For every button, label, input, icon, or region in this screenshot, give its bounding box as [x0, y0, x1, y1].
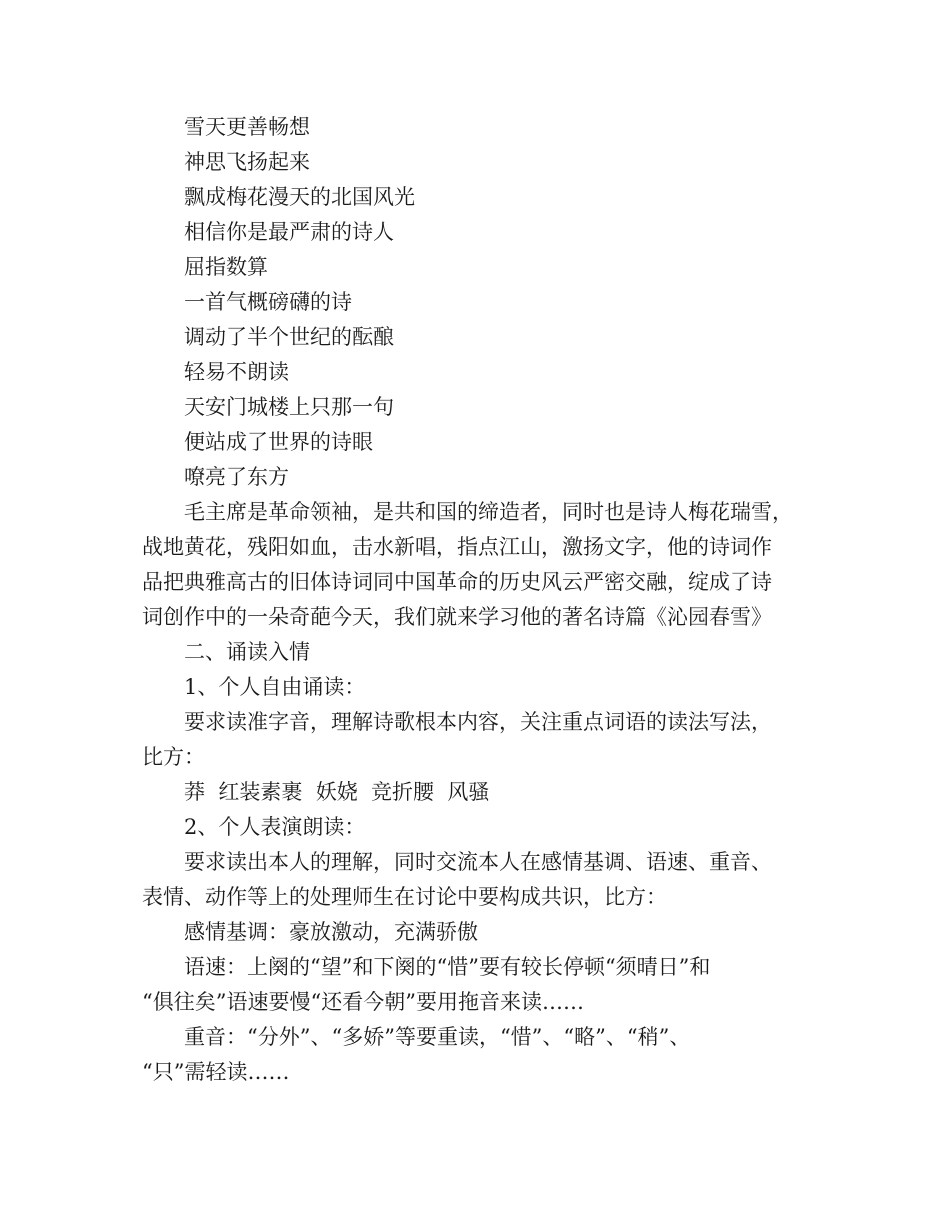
section-two: [142, 635, 832, 1090]
speed-line: 语速：上阕的“望”和下阕的“惜”要有较长停顿“须晴日”和: [184, 955, 711, 979]
poem-line: 天安门城楼上只那一句: [184, 395, 394, 419]
document-body: [142, 110, 832, 1090]
intro-paragraph: [142, 495, 832, 635]
paragraph-line: 品把典雅高古的旧体诗词同中国革命的历史风云严密交融，绽成了诗: [142, 570, 772, 594]
poem-line: 轻易不朗读: [184, 360, 289, 384]
section-heading: 二、诵读入情: [184, 640, 310, 664]
poem-line: 一首气概磅礴的诗: [184, 290, 352, 314]
requirement-line: 表情、动作等上的处理师生在讨论中要构成共识，比方：: [142, 885, 667, 909]
poem-line: 嘹亮了东方: [184, 465, 289, 489]
item-heading: 2、个人表演朗读：: [184, 815, 366, 839]
speed-line: “俱往矣”语速要慢“还看今朝”要用拖音来读……: [142, 990, 584, 1014]
poem-line: 相信你是最严肃的诗人: [184, 220, 394, 244]
poem-line: 便站成了世界的诗眼: [184, 430, 373, 454]
vocabulary-words: 莽 红装素裹 妖娆 竞折腰 风骚: [184, 780, 490, 804]
stress-line: “只”需轻读……: [142, 1060, 290, 1084]
poem-line: 神思飞扬起来: [184, 150, 310, 174]
requirement-line: 要求读准字音，理解诗歌根本内容，关注重点词语的读法写法，: [184, 710, 772, 734]
poem-line: 调动了半个世纪的酝酿: [184, 325, 394, 349]
paragraph-line: 词创作中的一朵奇葩今天，我们就来学习他的著名诗篇《沁园春雪》: [142, 605, 772, 629]
poem-line: 雪天更善畅想: [184, 115, 310, 139]
stress-line: 重音：“分外”、“多娇”等要重读，“惜”、“略”、“稍”、: [184, 1025, 691, 1049]
requirement-line: 要求读出本人的理解，同时交流本人在感情基调、语速、重音、: [184, 850, 772, 874]
poem-line: 飘成梅花漫天的北国风光: [184, 185, 415, 209]
poem: [142, 110, 832, 495]
requirement-line: 比方：: [142, 745, 205, 769]
paragraph-line: 战地黄花，残阳如血，击水新唱，指点江山，激扬文字，他的诗词作: [142, 535, 772, 559]
emotion-tone: 感情基调：豪放激动，充满骄傲: [184, 920, 478, 944]
item-heading: 1、个人自由诵读：: [184, 675, 366, 699]
paragraph-line: 毛主席是革命领袖，是共和国的缔造者，同时也是诗人梅花瑞雪，: [184, 500, 793, 524]
poem-line: 屈指数算: [184, 255, 268, 279]
